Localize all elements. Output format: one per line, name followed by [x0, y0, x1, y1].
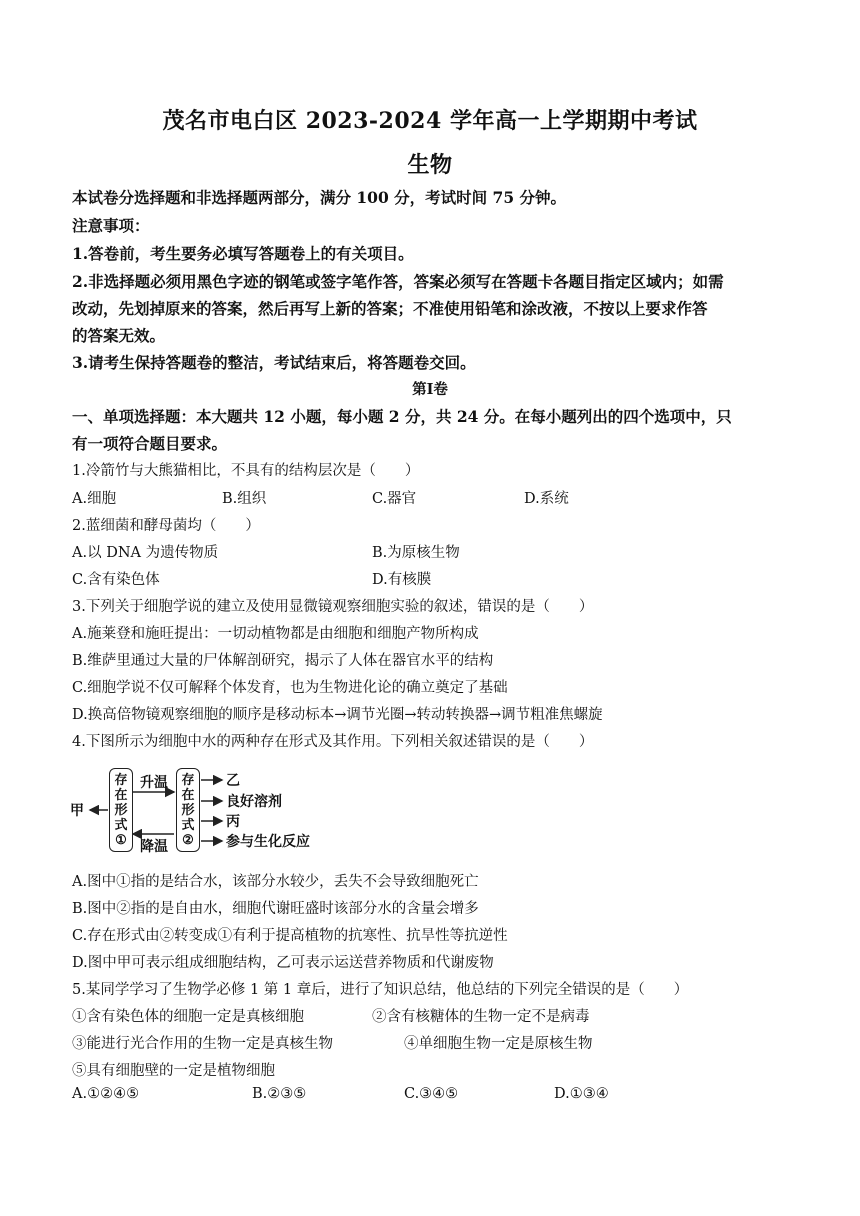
- question-2-option-c: C.含有染色体: [72, 572, 160, 588]
- question-3-option-d: D.换高倍物镜观察细胞的顺序是移动标本→调节光圈→转动转换器→调节粗准焦螺旋: [72, 707, 603, 723]
- question-1-stem: 1.冷箭竹与大熊猫相比，不具有的结构层次是（ ）: [72, 463, 420, 479]
- question-1-option-a: A.细胞: [72, 491, 117, 507]
- box2-char: 式: [181, 817, 195, 833]
- notice-item-2-line-3: 的答案无效。: [72, 326, 166, 345]
- question-5-statement-1: ①含有染色体的细胞一定是真核细胞: [72, 1009, 304, 1025]
- notice-item-2-line-2: 改动，先划掉原来的答案，然后再写上新的答案；不准使用铅笔和涂改液，不按以上要求作答: [72, 299, 708, 318]
- box1-char: 形: [114, 802, 128, 818]
- box1-char: 式: [114, 817, 128, 833]
- question-5-option-c: C.③④⑤: [404, 1086, 459, 1102]
- question-2-stem: 2.蓝细菌和酵母菌均（ ）: [72, 518, 260, 534]
- diagram-output-bing: 丙: [226, 814, 240, 830]
- question-3-stem: 3.下列关于细胞学说的建立及使用显微镜观察细胞实验的叙述，错误的是（ ）: [72, 599, 594, 615]
- subject-title: 生物: [407, 152, 453, 178]
- volume-heading: 第Ⅰ卷: [412, 381, 448, 398]
- diagram-label-heat: 升温: [140, 775, 168, 791]
- section-heading-line-2: 有一项符合题目要求。: [72, 434, 228, 453]
- question-2-option-a: A.以 DNA 为遗传物质: [72, 545, 219, 561]
- question-3-option-c: C.细胞学说不仅可解释个体发育，也为生物进化论的确立奠定了基础: [72, 680, 508, 696]
- water-form-1-box: [109, 768, 133, 852]
- notice-item-1: 1.答卷前，考生要务必填写答题卷上的有关项目。: [72, 244, 414, 263]
- box1-char: 存: [114, 772, 128, 788]
- question-4-option-b: B.图中②指的是自由水，细胞代谢旺盛时该部分水的含量会增多: [72, 901, 479, 917]
- question-1-option-c: C.器官: [372, 491, 417, 507]
- question-4-stem: 4.下图所示为细胞中水的两种存在形式及其作用。下列相关叙述错误的是（ ）: [72, 734, 594, 750]
- water-forms-diagram: [70, 764, 400, 856]
- notice-item-2-line-1: 2.非选择题必须用黑色字迹的钢笔或签字笔作答，答案必须写在答题卡各题目指定区域内；如需: [72, 272, 724, 291]
- section-heading-line-1: 一、单项选择题：本大题共 12 小题，每小题 2 分，共 24 分。在每小题列出的四个选项中，只: [72, 407, 732, 426]
- diagram-label-cool: 降温: [140, 839, 168, 855]
- box1-char: ①: [115, 832, 127, 848]
- notice-heading: 注意事项：: [72, 216, 150, 235]
- question-5-option-d: D.①③④: [554, 1086, 609, 1102]
- box2-char: 存: [181, 772, 195, 788]
- question-4-option-a: A.图中①指的是结合水，该部分水较少，丢失不会导致细胞死亡: [72, 874, 479, 890]
- intro-text: 本试卷分选择题和非选择题两部分，满分 100 分，考试时间 75 分钟。: [72, 188, 567, 207]
- box1-char: 在: [114, 787, 128, 803]
- notice-item-3: 3.请考生保持答题卷的整洁，考试结束后，将答题卷交回。: [72, 353, 476, 372]
- diagram-output-reaction: 参与生化反应: [226, 834, 310, 850]
- question-2-option-d: D.有核膜: [372, 572, 432, 588]
- box2-char: 形: [181, 802, 195, 818]
- question-3-option-a: A.施莱登和施旺提出：一切动植物都是由细胞和细胞产物所构成: [72, 626, 479, 642]
- question-5-statement-2: ②含有核糖体的生物一定不是病毒: [372, 1009, 590, 1025]
- question-5-statement-5: ⑤具有细胞壁的一定是植物细胞: [72, 1063, 275, 1079]
- question-1-option-d: D.系统: [524, 491, 569, 507]
- question-4-option-d: D.图中甲可表示组成细胞结构，乙可表示运送营养物质和代谢废物: [72, 955, 494, 971]
- question-3-option-b: B.维萨里通过大量的尸体解剖研究，揭示了人体在器官水平的结构: [72, 653, 494, 669]
- question-5-statement-4: ④单细胞生物一定是原核生物: [404, 1036, 593, 1052]
- box2-char: 在: [181, 787, 195, 803]
- question-5-option-a: A.①②④⑤: [72, 1086, 140, 1102]
- question-5-option-b: B.②③⑤: [252, 1086, 307, 1102]
- diagram-label-jia: 甲: [70, 803, 84, 819]
- question-1-option-b: B.组织: [222, 491, 267, 507]
- box2-char: ②: [182, 832, 194, 848]
- exam-title: 茂名市电白区 2023-2024 学年高一上学期期中考试: [162, 108, 698, 134]
- question-5-statement-3: ③能进行光合作用的生物一定是真核生物: [72, 1036, 333, 1052]
- question-5-stem: 5.某同学学习了生物学必修 1 第 1 章后，进行了知识总结，他总结的下列完全错误的是（ ）: [72, 982, 689, 998]
- water-form-2-box: [176, 768, 200, 852]
- question-2-option-b: B.为原核生物: [372, 545, 460, 561]
- question-4-option-c: C.存在形式由②转变成①有利于提高植物的抗寒性、抗旱性等抗逆性: [72, 928, 508, 944]
- diagram-output-yi: 乙: [226, 773, 240, 789]
- diagram-output-solvent: 良好溶剂: [226, 794, 282, 810]
